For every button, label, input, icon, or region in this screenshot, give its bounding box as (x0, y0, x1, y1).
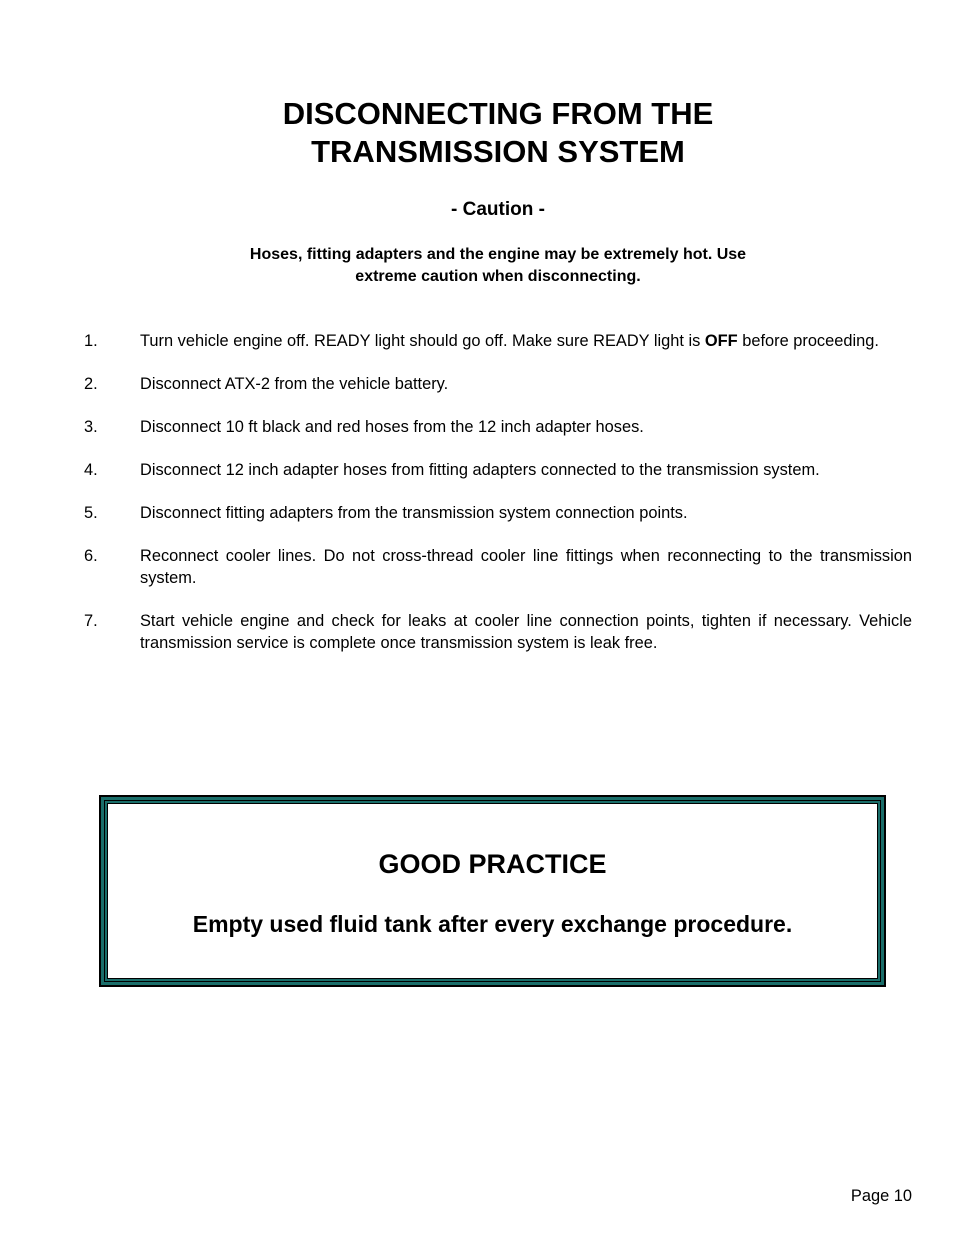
step-number: 5. (84, 504, 98, 522)
good-practice-box (99, 795, 886, 987)
step-text-part: Turn vehicle engine off. READY light should go off. Make sure READY light is (140, 332, 705, 350)
step-text: Disconnect 12 inch adapter hoses from fitting adapters connected to the transmission system. (140, 461, 820, 479)
step-number: 4. (84, 461, 98, 479)
list-item (84, 545, 912, 589)
list-item (84, 610, 912, 654)
page-number: Page 10 (850, 1187, 912, 1205)
list-item (84, 416, 912, 438)
caution-text-line-1: Hoses, fitting adapters and the engine may be extremely hot. Use (249, 246, 747, 263)
caution-heading: - Caution - (451, 199, 545, 220)
good-practice-border (101, 797, 884, 985)
caution-text-line-2: extreme caution when disconnecting. (355, 268, 641, 285)
page-title-line-1: DISCONNECTING FROM THE (282, 96, 714, 131)
list-item (84, 459, 912, 481)
good-practice-title: GOOD PRACTICE (378, 849, 607, 879)
list-item (84, 330, 912, 352)
good-practice-border-inner (105, 801, 880, 981)
good-practice-panel (107, 803, 878, 979)
step-text-emphasis: OFF (704, 332, 738, 350)
step-text: Disconnect fitting adapters from the transmission system connection points. (140, 504, 688, 522)
step-number: 1. (84, 332, 98, 350)
disconnect-steps-list (84, 330, 912, 675)
step-number: 2. (84, 375, 98, 393)
step-text (140, 330, 912, 352)
page-title (0, 95, 954, 171)
list-item (84, 373, 912, 395)
good-practice-border-line (104, 800, 881, 982)
caution-text (0, 244, 954, 288)
step-number: 7. (84, 612, 98, 630)
step-number: 6. (84, 547, 98, 565)
good-practice-text: Empty used fluid tank after every exchange procedure. (192, 911, 793, 937)
step-text: Start vehicle engine and check for leaks at cooler line connection points, tighten if necessary. Vehicle transmission service is complete once transmission system is leak free. (140, 612, 912, 652)
page-title-line-2: TRANSMISSION SYSTEM (311, 134, 685, 169)
step-text-part: before proceeding. (737, 332, 879, 350)
list-item (84, 502, 912, 524)
step-text: Reconnect cooler lines. Do not cross-thread cooler line fittings when reconnecting to the transmission system. (140, 547, 912, 587)
step-number: 3. (84, 418, 98, 436)
step-text: Disconnect 10 ft black and red hoses from the 12 inch adapter hoses. (140, 418, 644, 436)
step-text: Disconnect ATX-2 from the vehicle battery. (140, 375, 449, 393)
